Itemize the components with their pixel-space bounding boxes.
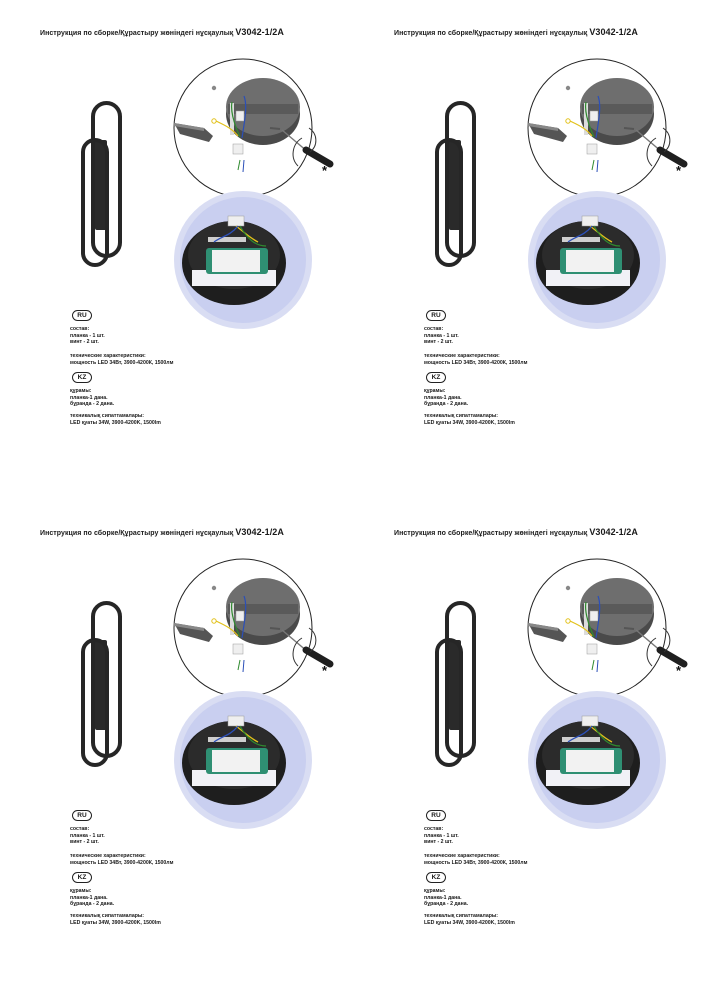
ru-composition-heading: состав: <box>70 326 90 332</box>
installed-driver-photo <box>528 691 666 829</box>
assembly-illustration <box>354 500 707 1000</box>
kz-spec-value: LED қуаты 34W, 3900-4200K, 1500lm <box>70 419 161 426</box>
kz-composition-heading: құрамы: <box>424 888 446 894</box>
ru-spec-value: мощность LED 34Вт, 3900-4200К, 1500лм <box>424 359 528 366</box>
assembly-illustration <box>0 500 353 1000</box>
ru-language-badge: RU <box>426 310 446 321</box>
ru-specifications <box>424 353 527 366</box>
kz-spec-heading: техникалық сипаттамалары: <box>424 913 499 919</box>
lamp-side-view <box>437 103 474 265</box>
model-number: V3042-1/2A <box>235 527 284 537</box>
lamp-side-view <box>83 103 120 265</box>
kz-spec-value: LED қуаты 34W, 3900-4200K, 1500lm <box>70 919 161 926</box>
ru-language-badge: RU <box>426 810 446 821</box>
installed-driver-photo <box>174 691 312 829</box>
ru-language-badge: RU <box>72 310 92 321</box>
instruction-copy <box>354 0 707 500</box>
assembly-illustration <box>0 0 353 500</box>
kz-spec-value: LED қуаты 34W, 3900-4200K, 1500lm <box>424 919 515 926</box>
ru-composition <box>424 826 459 846</box>
ru-composition <box>424 326 459 346</box>
title-text: Инструкция по сборке/Құрастыру жөніндегі нұсқаулық <box>394 530 588 537</box>
ru-composition-heading: состав: <box>424 326 444 332</box>
kz-composition-item: бұранда - 2 дана. <box>424 401 469 408</box>
ru-spec-value: мощность LED 34Вт, 3900-4200К, 1500лм <box>70 359 174 366</box>
kz-composition-item: бұранда - 2 дана. <box>424 901 469 908</box>
ru-composition-item: планка - 1 шт. <box>70 832 105 839</box>
ru-spec-heading: технические характеристики: <box>424 853 500 859</box>
screwdriver-mark: * <box>676 663 682 678</box>
kz-specifications <box>70 413 161 426</box>
title-text: Инструкция по сборке/Құрастыру жөніндегі нұсқаулық <box>40 530 234 537</box>
ru-composition-item: винт - 2 шт. <box>70 339 99 346</box>
screwdriver-mark: * <box>322 163 328 178</box>
kz-language-badge: KZ <box>72 372 92 383</box>
ru-specifications <box>70 853 173 866</box>
kz-spec-value: LED қуаты 34W, 3900-4200K, 1500lm <box>424 419 515 426</box>
instruction-copy <box>0 500 353 1000</box>
kz-composition-item: планка-1 дана. <box>70 894 108 901</box>
instruction-copy <box>354 500 707 1000</box>
assembly-illustration <box>354 0 707 500</box>
screwdriver-mark: * <box>322 663 328 678</box>
kz-specifications <box>424 413 515 426</box>
ru-spec-value: мощность LED 34Вт, 3900-4200К, 1500лм <box>70 859 174 866</box>
mounting-diagram <box>528 559 684 697</box>
kz-composition-heading: құрамы: <box>424 388 446 394</box>
kz-language-badge: KZ <box>426 872 446 883</box>
kz-spec-heading: техникалық сипаттамалары: <box>424 413 499 419</box>
kz-specifications <box>424 913 515 926</box>
kz-composition <box>70 888 114 908</box>
title-text: Инструкция по сборке/Құрастыру жөніндегі нұсқаулық <box>40 30 234 37</box>
kz-composition-item: бұранда - 2 дана. <box>70 901 115 908</box>
kz-spec-heading: техникалық сипаттамалары: <box>70 913 145 919</box>
kz-composition-heading: құрамы: <box>70 888 92 894</box>
ru-composition-heading: состав: <box>424 826 444 832</box>
kz-composition-item: планка-1 дана. <box>70 394 108 401</box>
installed-driver-photo <box>174 191 312 329</box>
ru-spec-heading: технические характеристики: <box>70 353 146 359</box>
mounting-diagram <box>174 559 330 697</box>
kz-composition <box>70 388 114 408</box>
mounting-diagram <box>174 59 330 197</box>
kz-language-badge: KZ <box>72 872 92 883</box>
instruction-copy <box>0 0 353 500</box>
lamp-side-view <box>83 603 120 765</box>
ru-spec-heading: технические характеристики: <box>70 853 146 859</box>
kz-composition-heading: құрамы: <box>70 388 92 394</box>
model-number: V3042-1/2A <box>589 27 638 37</box>
mounting-diagram <box>528 59 684 197</box>
kz-composition <box>424 388 468 408</box>
lamp-side-view <box>437 603 474 765</box>
ru-composition-item: планка - 1 шт. <box>424 832 459 839</box>
ru-composition <box>70 826 105 846</box>
kz-composition-item: бұранда - 2 дана. <box>70 401 115 408</box>
screwdriver-mark: * <box>676 163 682 178</box>
kz-specifications <box>70 913 161 926</box>
kz-composition-item: планка-1 дана. <box>424 894 462 901</box>
ru-composition-heading: состав: <box>70 826 90 832</box>
model-number: V3042-1/2A <box>589 527 638 537</box>
kz-language-badge: KZ <box>426 372 446 383</box>
title-text: Инструкция по сборке/Құрастыру жөніндегі нұсқаулық <box>394 30 588 37</box>
ru-composition-item: планка - 1 шт. <box>70 332 105 339</box>
kz-spec-heading: техникалық сипаттамалары: <box>70 413 145 419</box>
ru-composition <box>70 326 105 346</box>
ru-composition-item: винт - 2 шт. <box>70 839 99 846</box>
ru-spec-value: мощность LED 34Вт, 3900-4200К, 1500лм <box>424 859 528 866</box>
ru-composition-item: винт - 2 шт. <box>424 839 453 846</box>
installed-driver-photo <box>528 191 666 329</box>
ru-composition-item: винт - 2 шт. <box>424 339 453 346</box>
model-number: V3042-1/2A <box>235 27 284 37</box>
kz-composition-item: планка-1 дана. <box>424 394 462 401</box>
ru-composition-item: планка - 1 шт. <box>424 332 459 339</box>
kz-composition <box>424 888 468 908</box>
ru-specifications <box>70 353 173 366</box>
ru-specifications <box>424 853 527 866</box>
ru-spec-heading: технические характеристики: <box>424 353 500 359</box>
ru-language-badge: RU <box>72 810 92 821</box>
